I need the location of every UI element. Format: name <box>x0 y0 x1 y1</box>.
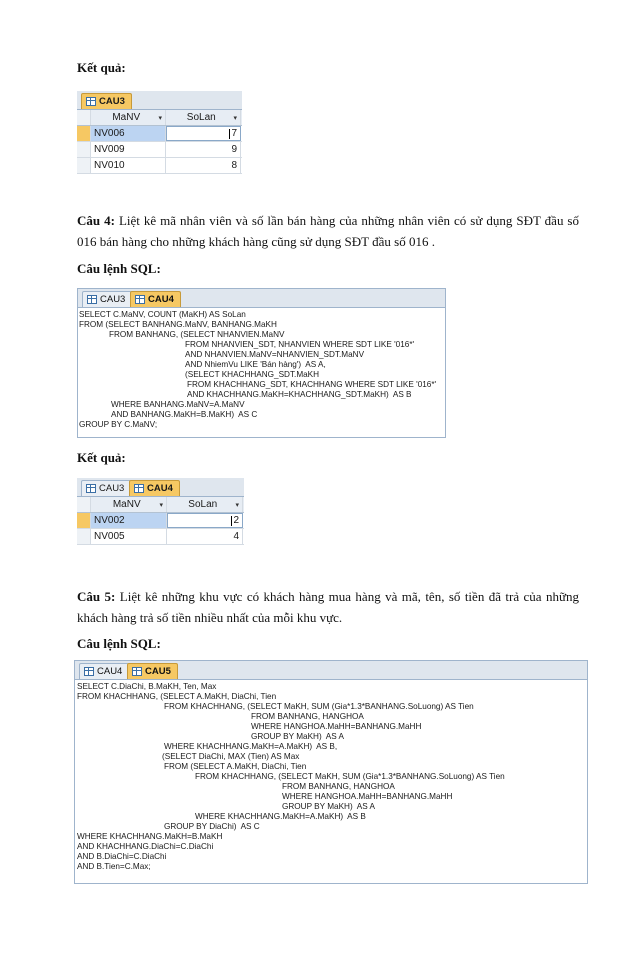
datasheet-tabbar <box>77 478 244 497</box>
tab-label: CAU5 <box>145 666 171 677</box>
tab-label: CAU4 <box>148 294 174 305</box>
tab-label: CAU4 <box>147 483 173 494</box>
tab-label: CAU3 <box>99 96 125 107</box>
sql-line: AND B.Tien=C.Max; <box>77 862 151 871</box>
query-icon <box>84 667 94 676</box>
tab-label: CAU3 <box>99 483 125 494</box>
column-label: SoLan <box>188 499 218 510</box>
query-icon <box>132 667 142 676</box>
table-header-row <box>77 497 244 513</box>
question-4-text: Liệt kê mã nhân viên và số lần bán hàng của những nhân viên có sử dụng SĐT đầu số 016 bán hàng cho những khách hàng cũng sử dụng SĐT đầu số 016 . <box>77 213 579 249</box>
tab-label: CAU3 <box>100 294 126 305</box>
sql-line: AND BANHANG.MaKH=B.MaKH) AS C <box>111 410 258 419</box>
tab-label: CAU4 <box>97 666 123 677</box>
cell-manv[interactable]: NV006 <box>91 126 166 141</box>
sql-line: WHERE KHACHHANG.MaKH=A.MaKH) AS B <box>195 812 366 821</box>
query-icon <box>134 484 144 493</box>
sql-line: (SELECT DiaChi, MAX (Tien) AS Max <box>162 752 300 761</box>
sql-line: GROUP BY MaKH) AS A <box>282 802 375 811</box>
column-label: MaNV <box>112 499 141 510</box>
tab-cau3[interactable] <box>82 291 132 307</box>
sql-line: AND NHANVIEN.MaNV=NHANVIEN_SDT.MaNV <box>185 350 365 359</box>
sql-line: (SELECT KHACHHANG_SDT.MaKH <box>185 370 320 379</box>
column-label: SoLan <box>186 112 216 123</box>
sql-text-area[interactable] <box>75 680 587 883</box>
sql-line: FROM KHACHHANG, (SELECT A.MaKH, DiaChi, Tien <box>77 692 277 701</box>
sql-line: GROUP BY C.MaNV; <box>79 420 158 429</box>
datasheet-tabbar <box>77 91 242 110</box>
cell-manv[interactable]: NV005 <box>91 529 167 544</box>
sql-line: FROM KHACHHANG, (SELECT MaKH, SUM (Gia*1.3*BANHANG.SoLuong) AS Tien <box>164 702 474 711</box>
sql-tabbar <box>78 289 445 308</box>
tab-cau3[interactable] <box>81 93 132 109</box>
select-all-corner[interactable] <box>77 497 91 512</box>
sql-heading-5: Câu lệnh SQL: <box>77 636 161 651</box>
row-selector[interactable] <box>77 158 91 173</box>
result-heading-1: Kết quả: <box>77 60 126 75</box>
cell-solan[interactable] <box>166 126 241 141</box>
column-header-solan[interactable] <box>166 110 241 125</box>
sql-editor-cau5 <box>74 660 588 884</box>
tab-cau4[interactable] <box>79 663 129 679</box>
sql-line: AND KHACHHANG.MaKH=KHACHHANG_SDT.MaKH) AS B <box>187 390 412 399</box>
sql-line: FROM BANHANG, HANGHOA <box>282 782 395 791</box>
cell-manv[interactable]: NV009 <box>91 142 166 157</box>
cell-value: 2 <box>233 515 239 526</box>
cell-manv[interactable]: NV010 <box>91 158 166 173</box>
question-5-label: Câu 5: <box>77 589 116 604</box>
sql-line: GROUP BY DiaChi) AS C <box>164 822 260 831</box>
sql-line: FROM (SELECT A.MaKH, DiaChi, Tien <box>164 762 307 771</box>
result-heading-2: Kết quả: <box>77 450 126 465</box>
query-icon <box>86 484 96 493</box>
cell-solan[interactable]: 4 <box>167 529 243 544</box>
text-cursor <box>229 129 230 139</box>
sql-line: WHERE HANGHOA.MaHH=BANHANG.MaHH <box>282 792 453 801</box>
sql-line: WHERE HANGHOA.MaHH=BANHANG.MaHH <box>251 722 422 731</box>
select-all-corner[interactable] <box>77 110 91 125</box>
column-label: MaNV <box>112 112 141 123</box>
tab-cau3[interactable] <box>81 480 131 496</box>
sql-text-area[interactable] <box>78 308 445 437</box>
cell-solan[interactable]: 9 <box>166 142 241 157</box>
question-4-label: Câu 4: <box>77 213 115 228</box>
sql-line: SELECT C.DiaChi, B.MaKH, Ten, Max <box>77 682 217 691</box>
cell-value: 7 <box>231 128 237 139</box>
tab-cau4[interactable] <box>129 480 180 496</box>
query-icon <box>135 295 145 304</box>
tab-cau4[interactable] <box>130 291 181 307</box>
sql-line: WHERE KHACHHANG.MaKH=B.MaKH <box>77 832 223 841</box>
row-selector[interactable] <box>77 513 91 528</box>
cell-solan[interactable] <box>167 513 243 528</box>
tab-cau5[interactable] <box>127 663 178 679</box>
sort-dropdown-icon[interactable]: ▾ <box>233 114 237 122</box>
column-header-solan[interactable] <box>167 497 243 512</box>
sql-line: AND KHACHHANG.DiaChi=C.DiaChi <box>77 842 214 851</box>
table-row <box>77 126 242 142</box>
query-icon <box>86 97 96 106</box>
cell-manv[interactable]: NV002 <box>91 513 167 528</box>
sql-editor-cau4 <box>77 288 446 438</box>
question-5 <box>77 586 579 628</box>
question-4 <box>77 210 579 252</box>
text-cursor <box>231 516 232 526</box>
sql-line: WHERE KHACHHANG.MaKH=A.MaKH) AS B, <box>164 742 338 751</box>
sql-line: FROM (SELECT BANHANG.MaNV, BANHANG.MaKH <box>79 320 277 329</box>
sql-line: AND NhiemVu LIKE 'Bán hàng') AS A, <box>185 360 326 369</box>
row-selector[interactable] <box>77 142 91 157</box>
sql-line: FROM BANHANG, (SELECT NHANVIEN.MaNV <box>109 330 285 339</box>
query-icon <box>87 295 97 304</box>
sort-dropdown-icon[interactable]: ▾ <box>158 114 162 122</box>
table-row <box>77 142 242 158</box>
sql-heading-4: Câu lệnh SQL: <box>77 261 161 276</box>
sql-line: GROUP BY MaKH) AS A <box>251 732 344 741</box>
datasheet-cau3 <box>77 91 242 174</box>
cell-solan[interactable]: 8 <box>166 158 241 173</box>
sort-dropdown-icon[interactable]: ▾ <box>235 501 239 509</box>
sql-line: FROM KHACHHANG, (SELECT MaKH, SUM (Gia*1.3*BANHANG.SoLuong) AS Tien <box>195 772 505 781</box>
sql-line: WHERE BANHANG.MaNV=A.MaNV <box>111 400 245 409</box>
sql-tabbar <box>75 661 587 680</box>
question-5-text: Liệt kê những khu vực có khách hàng mua hàng và mã, tên, số tiền đã trả của những khách hàng trả số tiền nhiều nhất của mỗi khu vực. <box>77 589 580 625</box>
sql-line: FROM KHACHHANG_SDT, KHACHHANG WHERE SDT LIKE '016*' <box>187 380 437 389</box>
row-selector[interactable] <box>77 529 91 544</box>
sql-line: AND B.DiaChi=C.DiaChi <box>77 852 167 861</box>
datasheet-cau4 <box>77 478 244 545</box>
table-header-row <box>77 110 242 126</box>
table-row <box>77 158 242 174</box>
column-header-manv[interactable] <box>91 497 167 512</box>
sort-dropdown-icon[interactable]: ▾ <box>159 501 163 509</box>
row-selector[interactable] <box>77 126 91 141</box>
sql-line: FROM BANHANG, HANGHOA <box>251 712 364 721</box>
column-header-manv[interactable] <box>91 110 166 125</box>
table-row <box>77 529 244 545</box>
sql-line: FROM NHANVIEN_SDT, NHANVIEN WHERE SDT LIKE '016*' <box>185 340 415 349</box>
sql-line: SELECT C.MaNV, COUNT (MaKH) AS SoLan <box>79 310 246 319</box>
table-row <box>77 513 244 529</box>
